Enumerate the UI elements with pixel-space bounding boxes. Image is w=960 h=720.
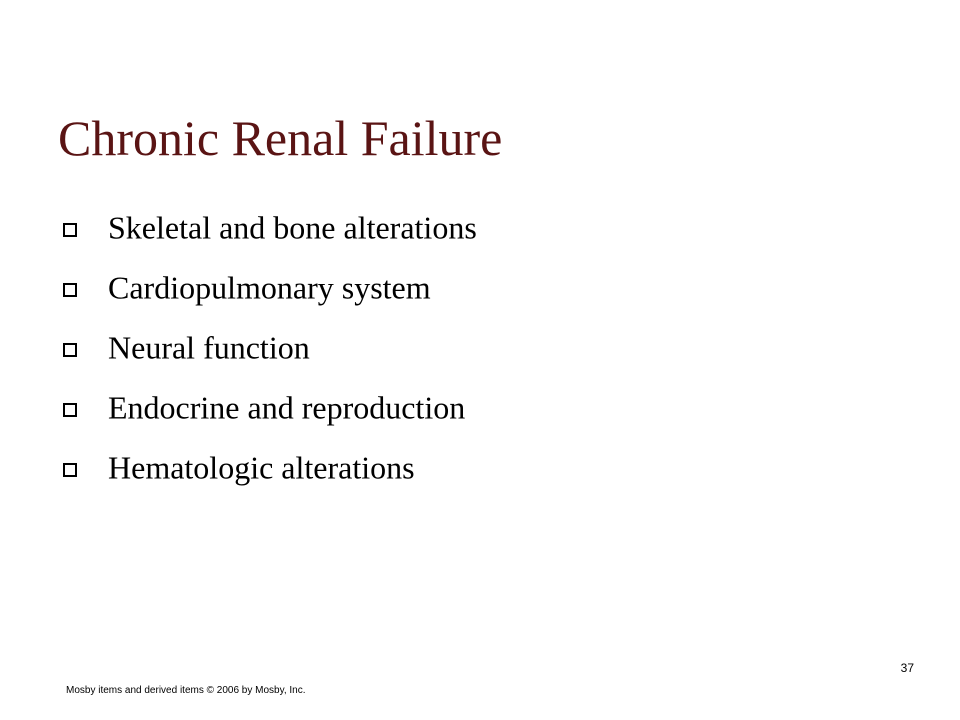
bullet-text: Neural function: [108, 329, 310, 366]
bullet-item: [62, 258, 431, 318]
hollow-square-bullet-icon: [63, 463, 77, 477]
bullet-text: Hematologic alterations: [108, 449, 415, 486]
hollow-square-bullet-icon: [63, 343, 77, 357]
slide-title: Chronic Renal Failure: [58, 110, 503, 166]
bullet-item: [62, 198, 477, 258]
hollow-square-bullet-icon: [63, 283, 77, 297]
page-number: 37: [900, 661, 914, 675]
bullet-item: [62, 378, 466, 438]
bullet-text: Skeletal and bone alterations: [108, 209, 477, 246]
bullet-item: [62, 438, 415, 498]
hollow-square-bullet-icon: [63, 223, 77, 237]
hollow-square-bullet-icon: [63, 403, 77, 417]
bullet-text: Endocrine and reproduction: [108, 389, 466, 426]
footer-copyright: Mosby items and derived items © 2006 by Mosby, Inc.: [66, 685, 306, 696]
bullet-list: [62, 198, 477, 498]
bullet-text: Cardiopulmonary system: [108, 269, 431, 306]
bullet-item: [62, 318, 310, 378]
